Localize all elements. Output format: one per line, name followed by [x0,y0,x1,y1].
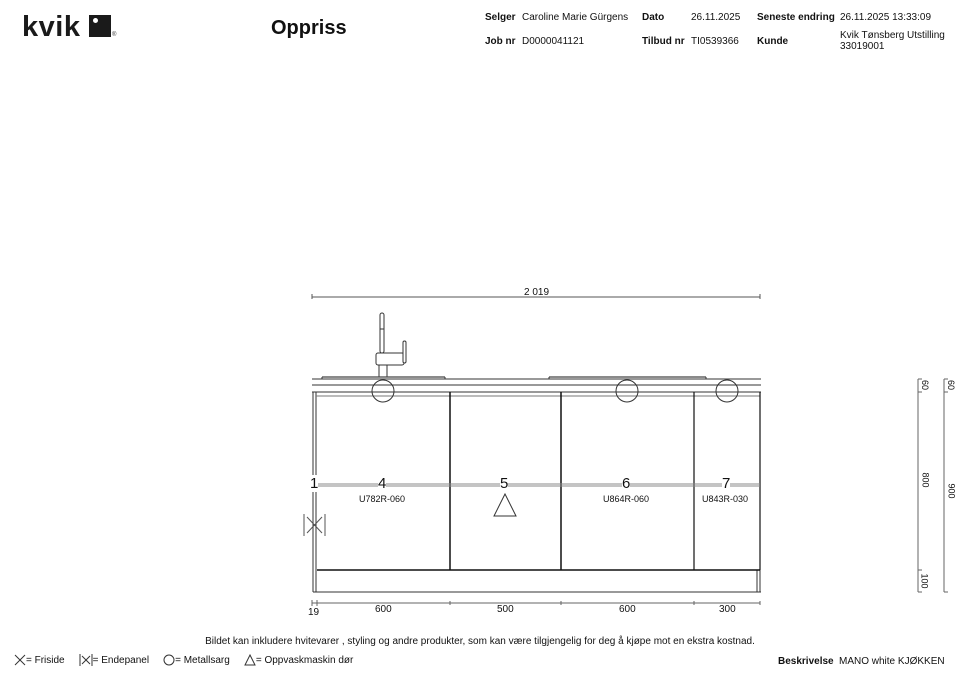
jobnr-label: Job nr [485,36,516,47]
x-icon [14,654,26,666]
cabinet-6-width: 600 [619,604,636,615]
beskrivelse-value: MANO white KJØKKEN [839,656,945,667]
total-width-dimension: 2 019 [524,287,550,298]
legend-friside: = Friside [14,654,65,666]
vertical-dim-total-height: 900 [946,483,957,499]
end-panel-width-dimension: 19 [308,607,320,618]
legend-oppvaskmaskin: = Oppvaskmaskin dør [244,654,354,666]
cabinet-4-width: 600 [375,604,392,615]
dato-label: Dato [642,12,665,23]
legend-metallsarg: = Metallsarg [163,654,230,666]
tilbudnr-label: Tilbud nr [642,36,685,47]
vertical-dim-cabinet: 800 [920,472,931,488]
cabinet-number-6: 6 [622,475,631,492]
vertical-dim-worktop: 60 [920,379,931,391]
jobnr-value: D0000041121 [522,36,585,47]
vertical-dim-plinth: 100 [919,573,930,589]
legend-endepanel: = Endepanel [79,654,149,666]
cabinet-5-width: 500 [497,604,514,615]
vertical-dim-worktop-right: 60 [946,379,957,391]
beskrivelse-label: Beskrivelse [778,656,834,667]
cabinet-number-7: 7 [722,475,731,492]
cabinet-code-4: U782R-060 [359,494,406,504]
metallsarg-circle-2 [616,380,638,402]
disclaimer-note: Bildet kan inkludere hvitevarer , styling og andre produkter, som kan være tilgjengelig for deg å kjøpe mot en ekstra kostnad. [205,636,755,647]
cabinet-number-5: 5 [500,475,509,492]
kunde-value-line2: 33019001 [840,41,885,52]
legend [14,654,367,666]
page-title: Oppriss [271,17,347,39]
cabinet-number-4: 4 [378,475,387,492]
dato-value: 26.11.2025 [691,12,741,23]
triangle-icon [244,654,256,666]
seneste-endring-label: Seneste endring [757,12,835,23]
registered-mark: ® [112,32,117,38]
seneste-endring-value: 26.11.2025 13:33:09 [840,12,932,23]
kunde-label: Kunde [757,36,789,47]
metallsarg-circle-3 [716,380,738,402]
tilbudnr-value: TI0539366 [691,36,739,47]
kunde-value-line1: Kvik Tønsberg Utstilling [840,30,945,41]
end-panel-icon [304,514,325,536]
cabinet-code-7: U843R-030 [702,494,749,504]
dishwasher-triangle-icon [494,494,516,516]
brand-logo-text: kvik [22,11,81,43]
selger-label: Selger [485,12,516,23]
cabinet-number-1: 1 [310,475,319,492]
metallsarg-circle-1 [372,380,394,402]
selger-value: Caroline Marie Gürgens [522,12,629,23]
circle-icon [163,654,175,666]
end-panel-icon [79,654,93,666]
cabinet-code-6: U864R-060 [603,494,650,504]
cabinet-7-width: 300 [719,604,736,615]
faucet-icon [376,313,406,377]
